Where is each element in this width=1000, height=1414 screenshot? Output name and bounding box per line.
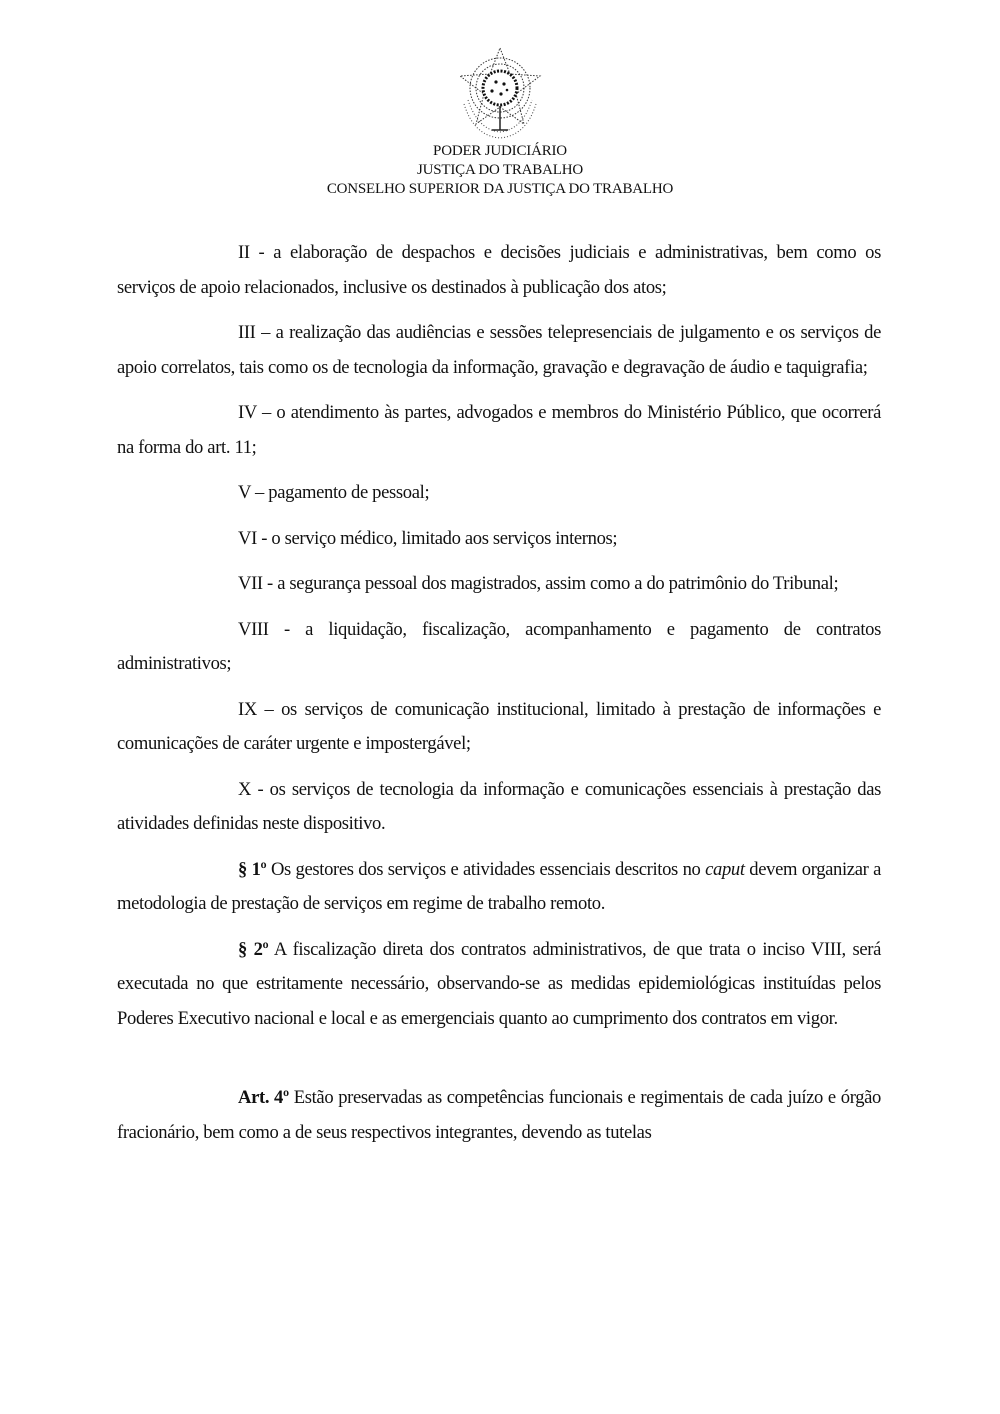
item-vii: VII - a segurança pessoal dos magistrados, assim como a do patrimônio do Tribunal; <box>238 573 839 594</box>
item-ii: II - a elaboração de despachos e decisões judiciais e administrativas, bem como os serviços de apoio relacionados, inclusive os destinados à publicação dos atos; <box>117 242 881 298</box>
brazil-coat-of-arms-icon <box>454 44 546 142</box>
item-vi: VI - o serviço médico, limitado aos serviços internos; <box>238 527 618 549</box>
document-header <box>0 44 1000 199</box>
paragraph-1-label: § 1º <box>238 858 267 880</box>
item-x: X - os serviços de tecnologia da informação e comunicações essenciais à prestação das atividades definidas neste dispositivo. <box>117 778 881 834</box>
paragraph-2-label: § 2º <box>238 938 269 960</box>
paragraph-1-text-end: devem organizar a metodologia de prestação de serviços em regime de trabalho remoto. <box>117 858 881 914</box>
header-line-judiciary: PODER JUDICIÁRIO <box>433 143 567 159</box>
paragraph-2 <box>117 933 881 1037</box>
item-viii: VIII - a liquidação, fiscalização, acompanhamento e pagamento de contratos administrativos; <box>117 618 881 674</box>
paragraph-1 <box>117 853 881 922</box>
paragraph-1-text: Os gestores dos serviços e atividades essenciais descritos no <box>266 858 706 880</box>
item-ix: IX – os serviços de comunicação institucional, limitado à prestação de informações e comunicações de caráter urgente e impostergável; <box>117 698 881 754</box>
article-4-label: Art. 4º <box>238 1087 289 1108</box>
caput-term: caput <box>705 858 745 880</box>
item-v: V – pagamento de pessoal; <box>238 482 430 503</box>
item-iv: IV – o atendimento às partes, advogados e membros do Ministério Público, que ocorrerá na forma do art. 11; <box>117 402 881 458</box>
item-iii: III – a realização das audiências e sessões telepresenciais de julgamento e os serviços de apoio correlatos, tais como os de tecnologia da informação, gravação e degravação de áudio e taquigrafia; <box>117 322 881 378</box>
article-4 <box>117 1081 881 1150</box>
header-line-labor-justice: JUSTIÇA DO TRABALHO <box>417 162 583 178</box>
document-body <box>117 236 881 1150</box>
header-line-council: CONSELHO SUPERIOR DA JUSTIÇA DO TRABALHO <box>326 181 674 197</box>
paragraph-2-text: A fiscalização direta dos contratos administrativos, de que trata o inciso VIII, será executada no que estritamente necessário, observando-se as medidas epidemiológicas instituídas pelos Poderes Executivo nacional e local e as emergenciais quanto ao cumprimento dos contratos em vigor. <box>117 938 881 1029</box>
article-4-text: Estão preservadas as competências funcionais e regimentais de cada juízo e órgão fracionário, bem como a de seus respectivos integrantes, devendo as tutelas <box>117 1087 882 1143</box>
